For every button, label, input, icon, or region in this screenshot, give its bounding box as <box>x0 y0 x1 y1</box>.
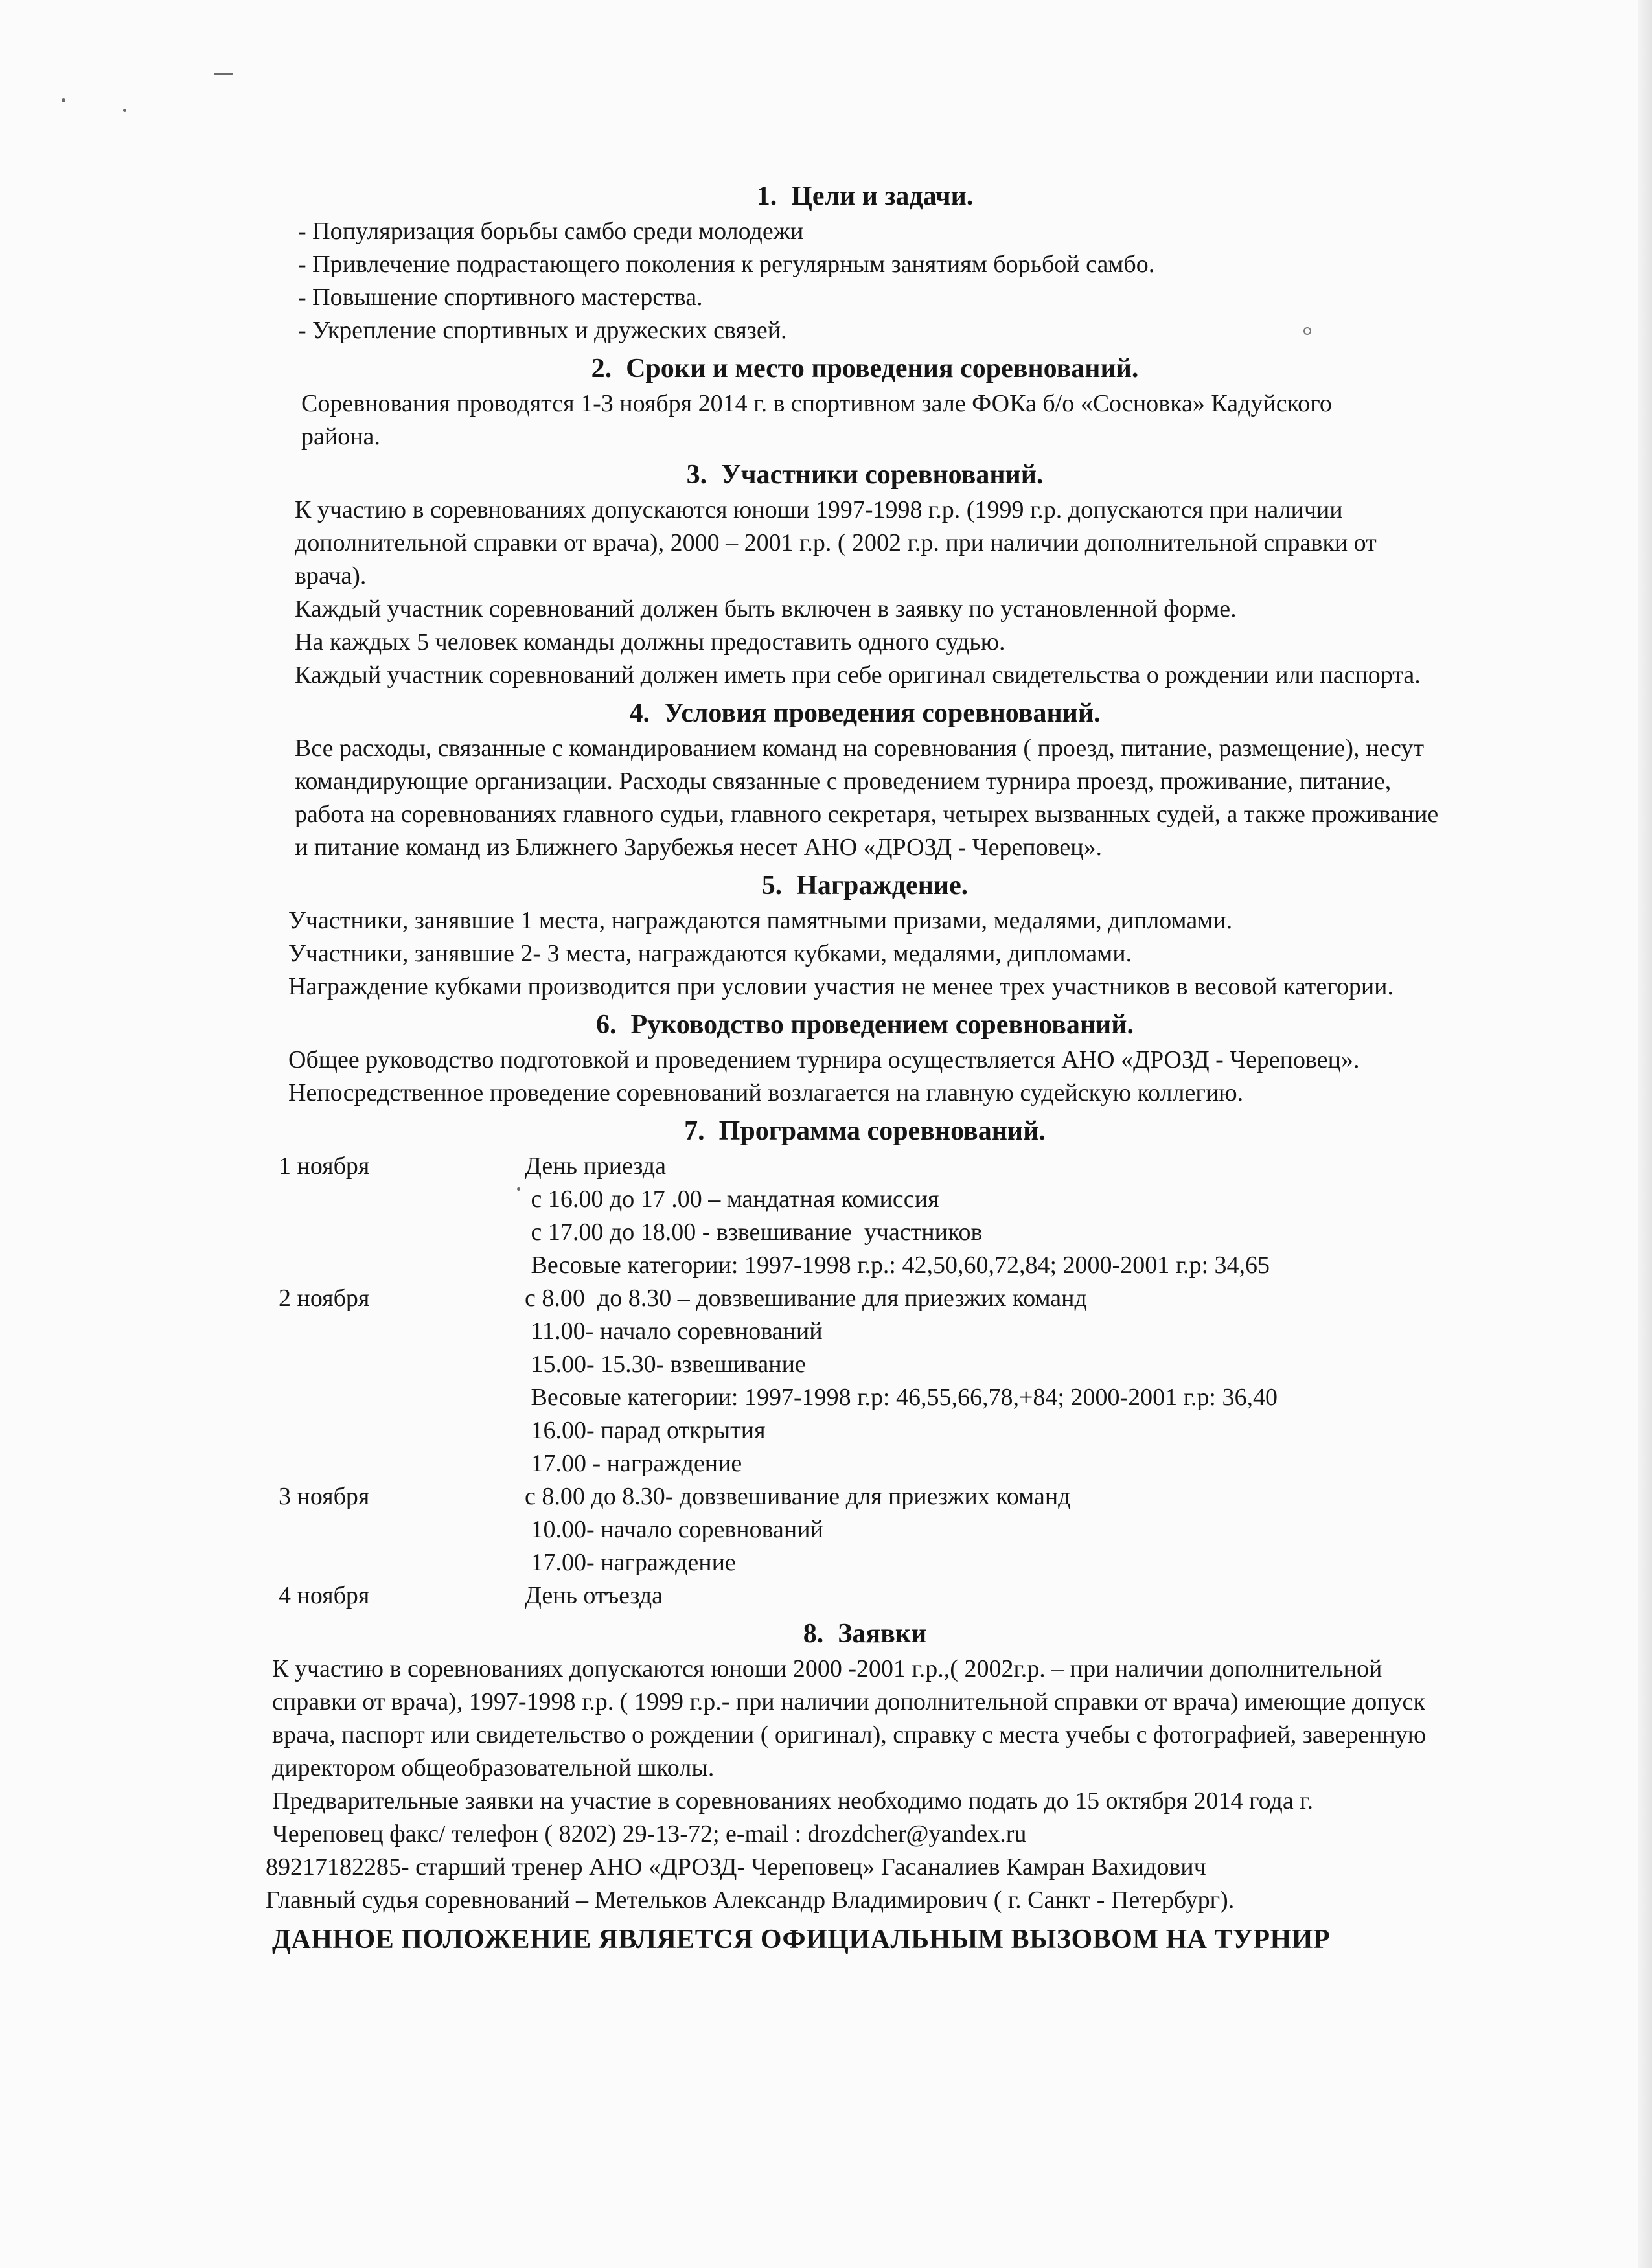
program-row <box>266 1579 1464 1612</box>
program-date <box>266 1546 525 1579</box>
management-paragraph: Общее руководство подготовкой и проведением турнира осуществляется АНО «ДРОЗД - Череповец». <box>288 1046 1360 1073</box>
program-date <box>266 1315 525 1348</box>
participants-paragraph: Каждый участник соревнований должен быть включен в заявку по установленной форме. <box>295 595 1237 623</box>
program-row <box>266 1546 1464 1579</box>
section-title: Заявки <box>838 1619 927 1649</box>
program-date <box>266 1414 525 1447</box>
section-number: 6. <box>596 1010 617 1040</box>
program-row <box>266 1183 1464 1216</box>
program-item: 15.00- 15.30- взвешивание <box>525 1351 806 1378</box>
awards-paragraph: Участники, занявшие 2- 3 места, награждаются кубками, медалями, дипломами. <box>288 940 1132 967</box>
program-item: 10.00- начало соревнований <box>525 1516 823 1543</box>
section-7-heading <box>266 1114 1464 1149</box>
section-number: 1. <box>756 181 777 211</box>
program-schedule <box>266 1150 1464 1612</box>
awards-paragraph: Участники, занявшие 1 места, награждаются памятными призами, медалями, дипломами. <box>288 907 1233 934</box>
program-date <box>266 1348 525 1381</box>
program-date: 3 ноября <box>279 1483 370 1510</box>
section-title: Руководство проведением соревнований. <box>630 1010 1134 1040</box>
section-number: 5. <box>761 871 783 900</box>
program-row <box>266 1381 1464 1414</box>
program-row <box>266 1249 1464 1282</box>
section-3-heading <box>266 457 1464 492</box>
section-1-heading <box>266 179 1464 214</box>
program-row <box>266 1513 1464 1546</box>
applications-paragraph: 89217182285- старший тренер АНО «ДРОЗД- Череповец» Гасаналиев Камран Вахидович <box>266 1853 1206 1881</box>
goal-line: - Повышение спортивного мастерства. <box>298 284 703 311</box>
program-row <box>266 1447 1464 1480</box>
program-row <box>266 1348 1464 1381</box>
section-number: 3. <box>686 460 707 490</box>
participants-paragraph: На каждых 5 человек команды должны предоставить одного судью. <box>295 628 1005 656</box>
document-page <box>266 175 1464 1956</box>
section-8-heading <box>266 1616 1464 1651</box>
program-item: 16.00- парад открытия <box>525 1417 766 1444</box>
program-date <box>266 1381 525 1414</box>
program-row <box>266 1480 1464 1513</box>
section-number: 4. <box>629 698 650 728</box>
program-date <box>266 1216 525 1249</box>
program-item: с 8.00 до 8.30 – довзвешивание для приезжих команд <box>525 1285 1087 1312</box>
section-title: Программа соревнований. <box>718 1116 1046 1146</box>
program-item: с 17.00 до 18.00 - взвешивание участников <box>525 1219 983 1246</box>
section-number: 7. <box>684 1116 705 1146</box>
section-number: 8. <box>803 1619 824 1649</box>
section-2-heading <box>266 351 1464 386</box>
management-paragraph: Непосредственное проведение соревнований возлагается на главную судейскую коллегию. <box>288 1079 1244 1106</box>
participants-paragraph: Каждый участник соревнований должен иметь при себе оригинал свидетельства о рождении или паспорта. <box>295 661 1421 689</box>
program-item: 11.00- начало соревнований <box>525 1318 823 1345</box>
program-item: День отъезда <box>525 1582 663 1609</box>
scan-edge <box>1638 0 1652 2268</box>
section-number: 2. <box>591 354 612 384</box>
dates-paragraph: Соревнования проводятся 1-3 ноября 2014 г. в спортивном зале ФОКа б/о «Сосновка» Кадуйского района. <box>301 390 1332 450</box>
official-call-statement: ДАННОЕ ПОЛОЖЕНИЕ ЯВЛЯЕТСЯ ОФИЦИАЛЬНЫМ ВЫЗОВОМ НА ТУРНИР <box>272 1925 1330 1954</box>
program-item: с 8.00 до 8.30- довзвешивание для приезжих команд <box>525 1483 1071 1510</box>
program-date <box>266 1183 525 1216</box>
conditions-paragraph: Все расходы, связанные с командированием команд на соревнования ( проезд, питание, размещение), несут командирующие организации. Расходы связанные с проведением турнира проезд, проживание, питание, работа на соревнованиях главного судьи, главного секретаря, четырех вызванных судей, а также проживание и питание команд из Ближнего Зарубежья несет АНО «ДРОЗД - Череповец». <box>295 735 1439 861</box>
program-date: 2 ноября <box>279 1285 370 1312</box>
applications-paragraph: К участию в соревнованиях допускаются юноши 2000 -2001 г.р.,( 2002г.р. – при наличии дополнительной справки от врача), 1997-1998 г.р. ( 1999 г.р.- при наличии дополнительной справки от врача) имеющие допуск врача, паспорт или свидетельство о рождении ( оригинал), справку с места учебы с фотографией, заверенную директором общеобразовательной школы. <box>272 1655 1427 1781</box>
program-date: 4 ноября <box>279 1582 370 1609</box>
program-date: 1 ноября <box>279 1152 370 1180</box>
program-row <box>266 1315 1464 1348</box>
program-item: Весовые категории: 1997-1998 г.р.: 42,50,60,72,84; 2000-2001 г.р: 34,65 <box>525 1252 1270 1279</box>
program-item: 17.00- награждение <box>525 1549 736 1576</box>
program-row <box>266 1282 1464 1315</box>
section-title: Сроки и место проведения соревнований. <box>626 354 1139 384</box>
program-row <box>266 1216 1464 1249</box>
goal-line: - Привлечение подрастающего поколения к регулярным занятиям борьбой самбо. <box>298 251 1155 278</box>
awards-paragraph: Награждение кубками производится при условии участия не менее трех участников в весовой категории. <box>288 973 1394 1000</box>
applications-paragraph: Предварительные заявки на участие в соревнованиях необходимо подать до 15 октября 2014 года г. Череповец факс/ телефон ( 8202) 29-13-72; e-mail : drozdcher@yandex.ru <box>272 1787 1314 1848</box>
section-title: Участники соревнований. <box>721 460 1044 490</box>
program-date <box>266 1447 525 1480</box>
program-item: Весовые категории: 1997-1998 г.р: 46,55,66,78,+84; 2000-2001 г.р: 36,40 <box>525 1384 1278 1411</box>
section-5-heading <box>266 868 1464 903</box>
section-4-heading <box>266 696 1464 731</box>
goal-line: - Укрепление спортивных и дружеских связей. <box>298 317 787 344</box>
program-date <box>266 1249 525 1282</box>
section-6-heading <box>266 1007 1464 1042</box>
section-title: Цели и задачи. <box>791 181 974 211</box>
applications-paragraph: Главный судья соревнований – Метельков Александр Владимирович ( г. Санкт - Петербург). <box>266 1886 1235 1914</box>
program-item: 17.00 - награждение <box>525 1450 742 1477</box>
program-item: День приезда <box>525 1152 666 1180</box>
goal-line: - Популяризация борьбы самбо среди молодежи <box>298 218 804 245</box>
program-item: с 16.00 до 17 .00 – мандатная комиссия <box>525 1186 939 1213</box>
section-title: Условия проведения соревнований. <box>663 698 1101 728</box>
section-title: Награждение. <box>796 871 969 900</box>
participants-paragraph: К участию в соревнованиях допускаются юноши 1997-1998 г.р. (1999 г.р. допускаются при наличии дополнительной справки от врача), 2000 – 2001 г.р. ( 2002 г.р. при наличии дополнительной справки от врача). <box>295 496 1377 590</box>
program-row <box>266 1414 1464 1447</box>
program-row <box>266 1150 1464 1183</box>
program-date <box>266 1513 525 1546</box>
